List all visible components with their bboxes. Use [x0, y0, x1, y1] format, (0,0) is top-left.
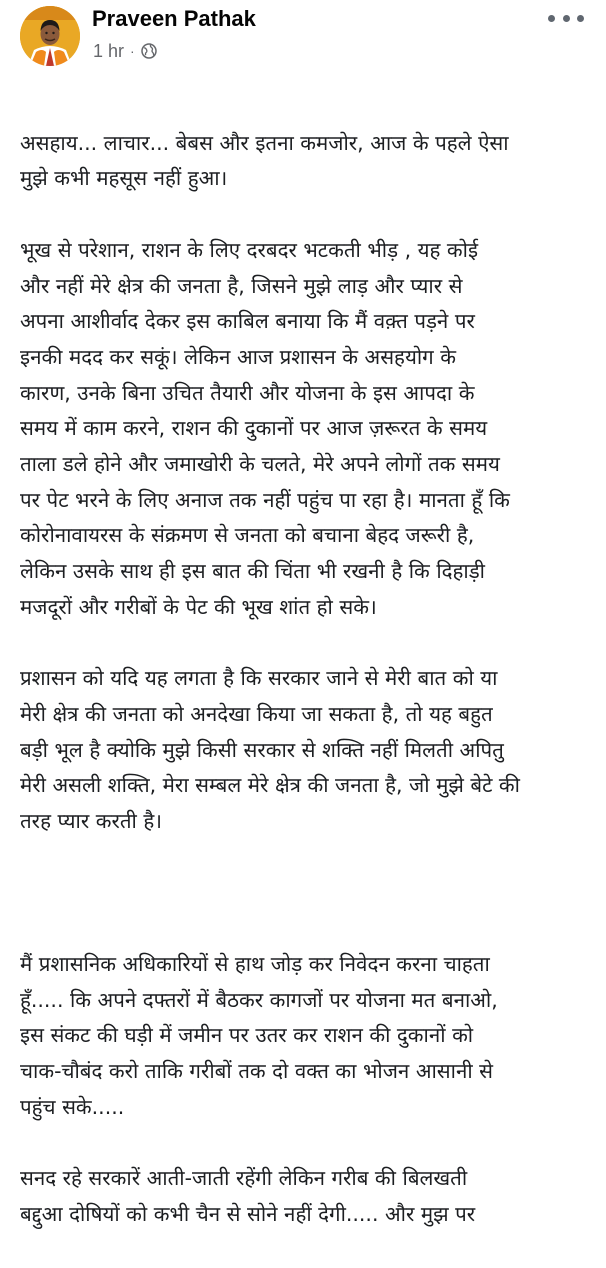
author-name[interactable]: Praveen Pathak — [92, 6, 256, 31]
more-dot — [548, 15, 555, 22]
avatar-portrait-icon — [20, 6, 80, 66]
post-meta — [93, 40, 157, 62]
post-paragraph-3: प्रशासन को यदि यह लगता है कि सरकार जाने से मेरी बात को या मेरी क्षेत्र की जनता को अनदेखा किया जा सकता है, तो यह बहुत बड़ी भूल है क्योकि मुझे किसी सरकार से शक्ति नहीं मिलती अपितु मेरी असली शक्ति, मेरा सम्बल मेरे क्षेत्र की जनता है, जो मुझे बेटे की तरह प्यार करती है। — [20, 666, 520, 834]
post-paragraph-2: भूख से परेशान, राशन के लिए दरबदर भटकती भीड़ , यह कोई और नहीं मेरे क्षेत्र की जनता है, जिसने मुझे लाड़ और प्यार से अपना आशीर्वाद देकर इस काबिल बनाया कि मैं वक़्त पड़ने पर इनकी मदद कर सकूं। लेकिन आज प्रशासन के असहयोग के कारण, उनके बिना उचित तैयारी और योजना के इस आपदा के समय में काम करने, राशन की दुकानों पर आज ज़रूरत के समय ताला डले होने और जमाखोरी के चलते, मेरे अपने लोगों तक समय पर पेट भरने के लिए अनाज तक नहीं पहुंच पा रहा है। मानता हूँ कि कोरोनावायरस के संक्रमण से जनता को बचाना बेहद जरूरी है, लेकिन उसके साथ ही इस बात की चिंता भी रखनी है कि दिहाड़ी मजदूरों और गरीबों के पेट की भूख शांत हो सके। — [20, 237, 510, 619]
post-paragraph-4: मैं प्रशासनिक अधिकारियों से हाथ जोड़ कर निवेदन करना चाहता हूँ..... कि अपने दफ्तरों में बैठकर कागजों पर योजना मत बनाओ, इस संकट की घड़ी में जमीन पर उतर कर राशन की दुकानों को चाक-चौबंद करो ताकि गरीबों तक दो वक्त का भोजन आसानी से पहुंच सके..... — [20, 951, 498, 1119]
author-avatar[interactable] — [20, 6, 80, 66]
post-body — [20, 90, 592, 1268]
meta-separator: · — [130, 43, 135, 59]
post-header — [0, 0, 606, 80]
more-dot — [563, 15, 570, 22]
paragraph-spacer — [20, 875, 592, 911]
post-paragraph-5: सनद रहे सरकारें आती-जाती रहेंगी लेकिन गरीब की बिलखती बद्दुआ दोषियों को कभी चैन से सोने नहीं देगी..... और मुझ पर — [20, 1166, 476, 1226]
more-dot — [577, 15, 584, 22]
post-paragraph-1: असहाय... लाचार... बेबस और इतना कमजोर, आज के पहले ऐसा मुझे कभी महसूस नहीं हुआ। — [20, 130, 509, 191]
globe-icon[interactable] — [141, 43, 157, 59]
more-options-icon[interactable] — [548, 8, 584, 28]
post-time[interactable]: 1 hr — [93, 40, 125, 61]
